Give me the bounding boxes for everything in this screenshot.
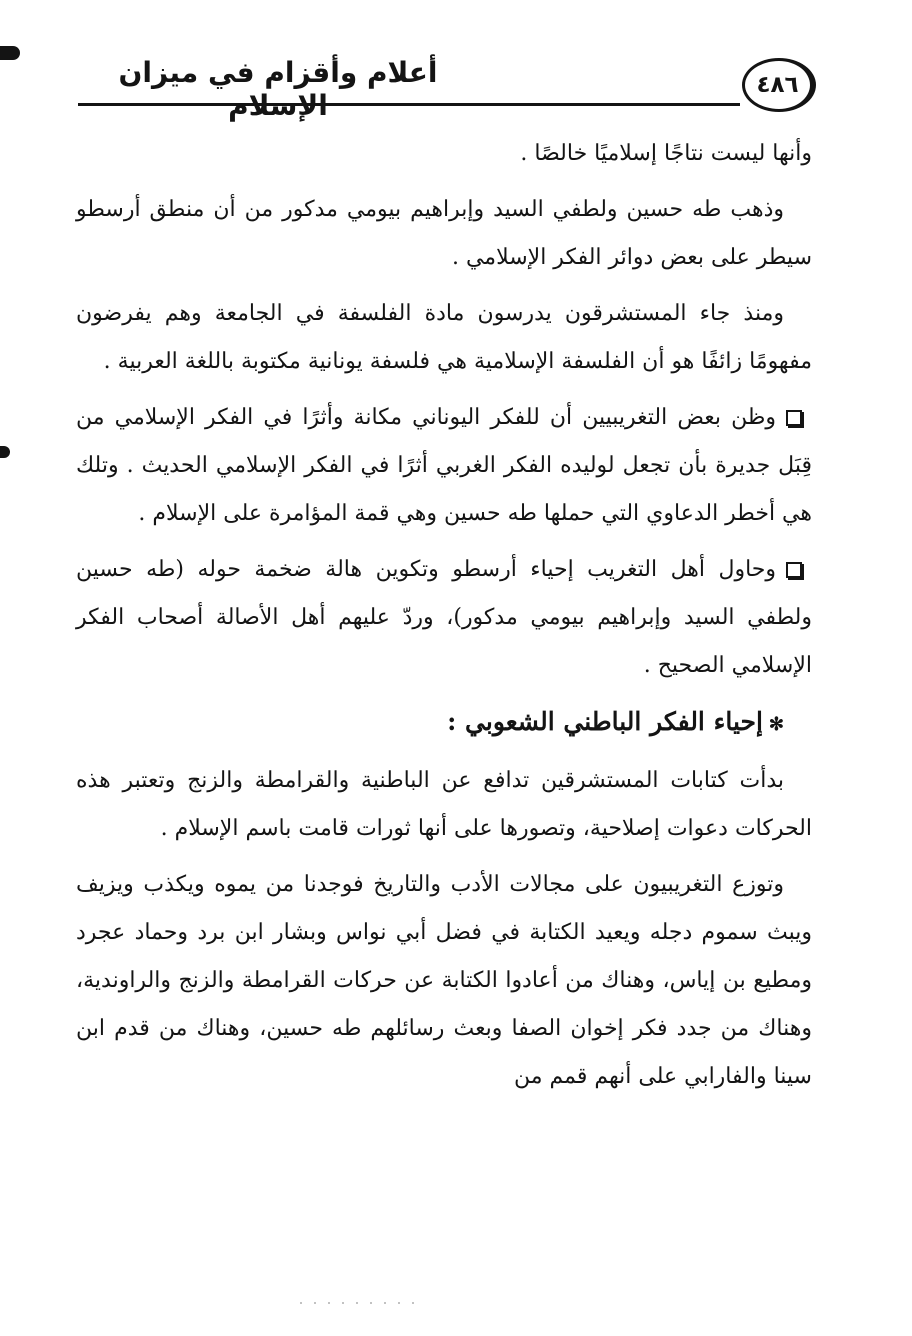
page-number-badge — [742, 58, 816, 112]
paragraph: وأنها ليست نتاجًا إسلاميًا خالصًا . — [520, 141, 812, 166]
section-heading-text: إحياء الفكر الباطني الشعوبي : — [447, 707, 763, 736]
paragraph: بدأت كتابات المستشرقين تدافع عن الباطنية والقرامطة والزنج وتعتبر هذه الحركات دعوات إصلاحية، وتصورها على أنها ثورات قامت باسم الإسلام . — [76, 768, 812, 841]
running-title: أعلام وأقزام في ميزان الإسلام — [118, 56, 438, 122]
paragraph: وذهب طه حسين ولطفي السيد وإبراهيم بيومي مدكور من أن منطق أرسطو سيطر على بعض دوائر الفكر الإسلامي . — [76, 197, 812, 270]
section-heading — [76, 698, 812, 749]
scan-noise — [300, 1302, 420, 1304]
page-number: ٤٨٦ — [756, 72, 799, 98]
box-icon — [786, 562, 802, 578]
page-header — [0, 0, 912, 130]
paragraph: ومنذ جاء المستشرقون يدرسون مادة الفلسفة في الجامعة وهم يفرضون مفهومًا زائفًا هو أن الفلسفة الإسلامية هي فلسفة يونانية مكتوبة باللغة العربية . — [76, 301, 812, 374]
paragraph: وتوزع التغريبيون على مجالات الأدب والتاريخ فوجدنا من يموه ويكذب ويزيف ويبث سموم دجله ويعيد الكتابة في فضل أبي نواس وبشار ابن برد وحماد عجرد ومطيع بن إياس، وهناك من أعادوا الكتابة عن حركات القرامطة والزنج والراوندية، وهناك من جدد فكر إخوان الصفا وبعث رسائلهم طه حسين، وهناك من قدم ابن سينا والفارابي على أنهم قمم من — [76, 872, 812, 1089]
scan-mark — [0, 446, 10, 458]
bullet-paragraph — [76, 546, 812, 690]
paragraph-text: وحاول أهل التغريب إحياء أرسطو وتكوين هالة ضخمة حوله (طه حسين ولطفي السيد وإبراهيم بيومي مدكور)، وردّ عليهم أهل الأصالة أصحاب الفكر الإسلامي الصحيح . — [76, 557, 812, 678]
star-icon: ✻ — [768, 714, 784, 735]
bullet-paragraph — [76, 394, 812, 538]
box-icon — [786, 410, 802, 426]
page-body — [76, 130, 812, 1109]
header-rule — [78, 103, 740, 106]
paragraph-text: وظن بعض التغريبيين أن للفكر اليوناني مكانة وأثرًا في الفكر الإسلامي من قِبَل جديرة بأن تجعل لوليده الفكر الغربي أثرًا في الفكر الإسلامي الحديث . وتلك هي أخطر الدعاوي التي حملها طه حسين وهي قمة المؤامرة على الإسلام . — [76, 405, 812, 526]
